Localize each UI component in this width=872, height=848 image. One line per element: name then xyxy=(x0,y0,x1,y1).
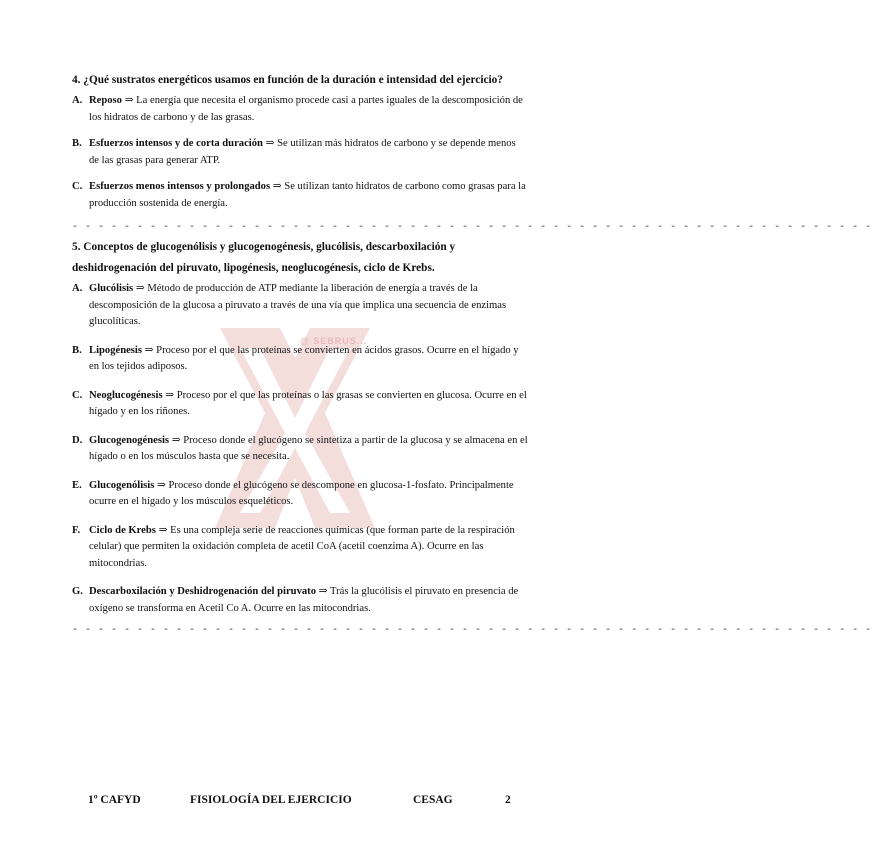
answer-letter: E. xyxy=(72,479,82,491)
answer-text: La energía que necesita el organismo procede casi a partes iguales de la descomposición de los hidratos de carbono y de las grasas. xyxy=(89,95,523,123)
answer-term: Descarboxilación y Deshidrogenación del piruvato xyxy=(89,586,316,597)
separator-line-end: - - - - - - - - - - - - - - - - - - - - - - - - - - - - - - - - - - - - - - - - - - - - - - - - - - - - - - - - - - - - - - xyxy=(72,625,872,636)
answer-letter: B. xyxy=(72,344,82,356)
answer-letter: C. xyxy=(72,389,83,401)
answer-letter: C. xyxy=(72,181,83,192)
answer-text: Se utilizan tanto hidratos de carbono como grasas para la producción sostenida de energía. xyxy=(89,181,526,209)
arrow-icon: ⇒ xyxy=(124,95,134,106)
answer-text: Proceso por el que las proteínas se convierten en ácidos grasos. Ocurre en el hígado y en los tejidos adiposos. xyxy=(89,344,519,372)
answer-term: Glucólisis xyxy=(89,283,134,294)
answer-term: Reposo xyxy=(89,95,122,106)
answer-text: Proceso donde el glucógeno se descompone en glucosa-1-fosfato. Principalmente ocurre en el hígado y los músculos esqueléticos. xyxy=(89,479,514,507)
arrow-icon: ⇒ xyxy=(318,586,328,597)
answer-text: Es una compleja serie de reacciones químicas (que forman parte de la respiración celular) que permiten la oxidación completa de acetil CoA (acetil coenzima A). Ocurre en las mitocondrias. xyxy=(89,524,515,569)
answer-item xyxy=(72,523,528,573)
arrow-icon: ⇒ xyxy=(165,389,175,401)
arrow-icon: ⇒ xyxy=(272,181,282,192)
answer-text: Trás la glucólisis el piruvato en presencia de oxígeno se transforma en Acetil Co A. Ocurre en las mitocondrias. xyxy=(89,586,519,614)
arrow-icon: ⇒ xyxy=(265,138,275,149)
separator-line: - - - - - - - - - - - - - - - - - - - - - - - - - - - - - - - - - - - - - - - - - - - - - - - - - - - - - - - - - - - - - - xyxy=(72,222,872,233)
answer-term: Neoglucogénesis xyxy=(89,389,163,401)
question-5-title: 5. Conceptos de glucogenólisis y glucogenogénesis, glucólisis, descarboxilación y deshidrogenación del piruvato, lipogénesis, neoglucogénesis, ciclo de Krebs. xyxy=(72,241,456,274)
answer-item xyxy=(72,584,528,617)
answer-item xyxy=(72,179,528,212)
arrow-icon: ⇒ xyxy=(171,434,181,446)
answer-item xyxy=(72,388,528,421)
watermark-text: @ SEBRUS... xyxy=(300,336,368,346)
answer-item xyxy=(72,93,528,126)
answer-item xyxy=(72,281,528,331)
answer-term: Esfuerzos intensos y de corta duración xyxy=(89,138,263,149)
footer-school: CESAG xyxy=(413,794,453,806)
answer-item xyxy=(72,136,528,169)
question-5-answers xyxy=(72,281,528,617)
answer-letter: B. xyxy=(72,138,82,149)
answer-term: Lipogénesis xyxy=(89,344,142,356)
answer-letter: A. xyxy=(72,283,83,294)
footer-subject: FISIOLOGÍA DEL EJERCICIO xyxy=(190,794,352,806)
answer-item xyxy=(72,478,528,511)
answer-term: Glucogenólisis xyxy=(89,479,155,491)
answer-text: Se utilizan más hidratos de carbono y se depende menos de las grasas para generar ATP. xyxy=(89,138,516,166)
footer-course: 1º CAFYD xyxy=(88,794,141,806)
answer-letter: F. xyxy=(72,524,81,536)
arrow-icon: ⇒ xyxy=(158,524,168,536)
answer-item xyxy=(72,343,528,376)
content xyxy=(72,70,872,636)
arrow-icon: ⇒ xyxy=(144,344,154,356)
answer-term: Glucogenogénesis xyxy=(89,434,170,446)
question-4-title: 4. ¿Qué sustratos energéticos usamos en función de la duración e intensidad del ejercicio? xyxy=(72,74,503,86)
answer-text: Proceso donde el glucógeno se sintetiza a partir de la glucosa y se almacena en el hígado o en los músculos hasta que se necesita. xyxy=(89,434,528,462)
arrow-icon: ⇒ xyxy=(135,283,145,294)
arrow-icon: ⇒ xyxy=(157,479,166,491)
answer-letter: D. xyxy=(72,434,83,446)
answer-term: Ciclo de Krebs xyxy=(89,524,156,536)
answer-term: Esfuerzos menos intensos y prolongados xyxy=(89,181,271,192)
question-4-answers xyxy=(72,93,528,212)
answer-item xyxy=(72,433,528,466)
answer-text: Método de producción de ATP mediante la liberación de energía a través de la descomposición de la glucosa a piruvato a través de una vía que implica una secuencia de enzimas glucolíticas. xyxy=(89,283,507,327)
answer-letter: G. xyxy=(72,586,83,597)
answer-text: Proceso por el que las proteínas o las grasas se convierten en glucosa. Ocurre en el hígado y en los riñones. xyxy=(89,389,527,417)
footer-page-number: 2 xyxy=(505,794,511,806)
answer-letter: A. xyxy=(72,95,83,106)
